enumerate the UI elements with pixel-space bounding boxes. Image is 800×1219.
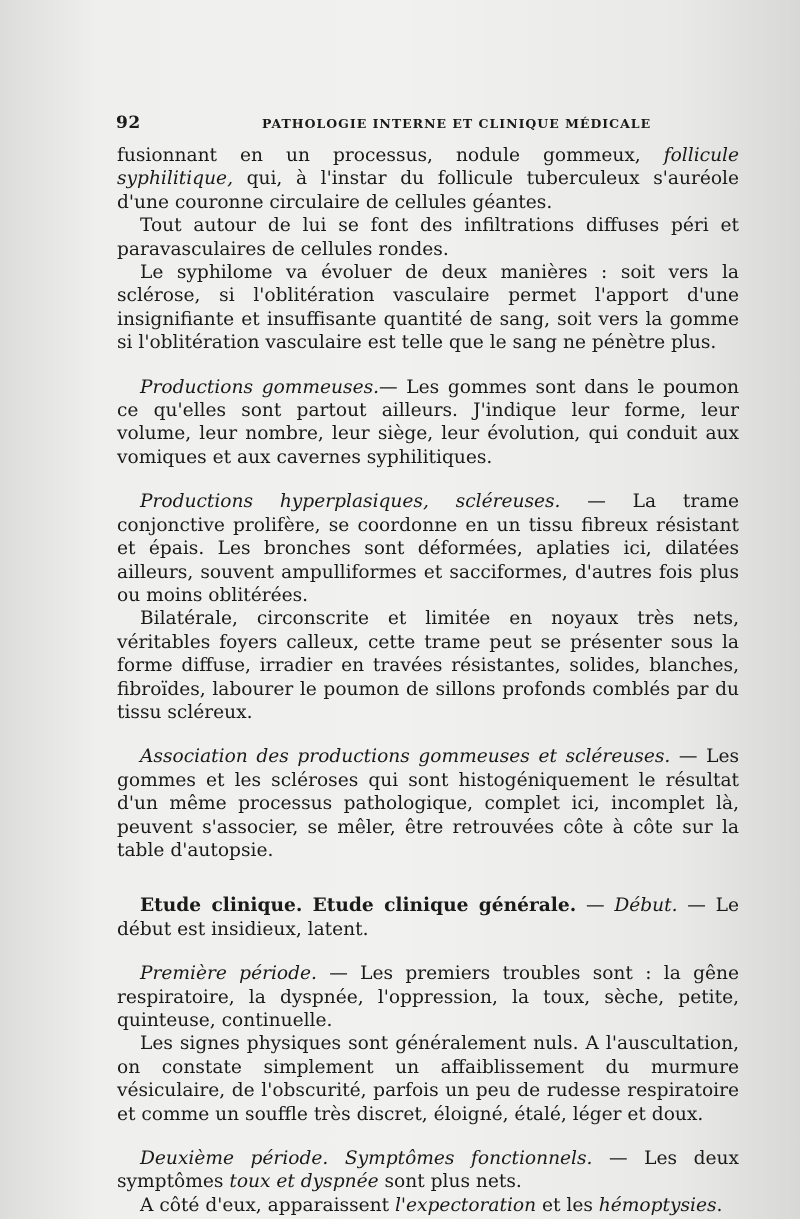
- p1-text: fusionnant en un processus, nodule gommeux,: [117, 145, 664, 166]
- p9-heading: Première période.: [140, 963, 317, 985]
- paragraph-expectoration: [117, 1194, 739, 1217]
- paragraph-premiere-periode: [117, 962, 739, 1032]
- p8-italic: Début.: [614, 895, 678, 917]
- p12-text-2: et les: [536, 1194, 599, 1216]
- p11-text-end: sont plus nets.: [378, 1171, 522, 1193]
- running-title: PATHOLOGIE INTERNE ET CLINIQUE MÉDICALE: [262, 116, 652, 131]
- p1-text-end: qui, à l'instar du follicule tuberculeux s'auréole d'une couronne circulaire de cellules géantes.: [117, 168, 739, 213]
- p7-heading: Association des productions gommeuses et scléreuses.: [140, 746, 671, 768]
- p8-text: — Le début est insidieux, latent.: [117, 895, 739, 940]
- paragraph-bilaterale: Bilatérale, circonscrite et limitée en noyaux très nets, véritables foyers calleux, cette trame peut se présenter sous la forme diffuse, irradier en travées résistantes, solides, blanches, fibroïdes, labourer le poumon de sillons profonds comblés par du tissu scléreux.: [117, 608, 739, 723]
- paragraph-2: Tout autour de lui se font des infiltrations diffuses péri et paravasculaires de cellules rondes.: [117, 215, 739, 260]
- p4-heading: Productions gommeuses.: [140, 376, 380, 398]
- paragraph-productions-gommeuses: [117, 376, 739, 470]
- paragraph-signes-physiques: Les signes physiques sont généralement nuls. A l'auscultation, on constate simplement un affaiblissement du murmure vésiculaire, de l'obscurité, parfois un peu de rudesse respiratoire et comme un souffle très discret, éloigné, étalé, léger et doux.: [117, 1033, 739, 1125]
- p11-text: — Les deux symptômes: [117, 1148, 739, 1193]
- p9-text: — Les premiers troubles sont : la gêne respiratoire, la dyspnée, l'oppression, la toux, sèche, petite, quinteuse, continuelle.: [117, 963, 739, 1031]
- p4-text: — Les gommes sont dans le poumon ce qu'elles sont partout ailleurs. J'indique leur forme, leur volume, leur nombre, leur siège, leur évolution, qui conduit aux vomiques et aux cavernes syphilitiques.: [117, 376, 739, 468]
- page-header: [116, 113, 738, 135]
- paragraph-productions-hyperplasiques: [117, 490, 739, 607]
- paragraph-1: [117, 144, 739, 214]
- paragraph-3: Le syphilome va évoluer de deux manières : soit vers la sclérose, si l'oblitération vasculaire permet l'apport d'une insignifiante et insuffisante quantité de sang, soit vers la gomme si l'oblitération vasculaire est telle que le sang ne pénètre plus.: [117, 262, 739, 354]
- paragraph-etude-clinique: [117, 894, 739, 941]
- page-number: 92: [116, 113, 141, 133]
- p11-italic: toux et dyspnée: [229, 1171, 379, 1193]
- p11-heading: Deuxième période. Symptômes fonctionnels.: [140, 1148, 593, 1170]
- p12-text: A côté d'eux, apparaissent: [140, 1194, 395, 1216]
- paragraph-association: [117, 745, 739, 862]
- section-heading-etude-clinique: Etude clinique. Etude clinique générale.: [140, 895, 577, 917]
- p5-text: — La trame conjonctive prolifère, se coordonne en un tissu fibreux résistant et épais. Les bronches sont déformées, aplaties ici, dilatées ailleurs, souvent ampulliformes et sacciformes, d'autres fois plus ou moins oblitérées.: [117, 491, 740, 606]
- p7-text: — Les gommes et les scléroses qui sont histogéniquement le résultat d'un même processus pathologique, complet ici, incomplet là, peuvent s'associer, se mêler, être retrouvées côte à côte sur la table d'autopsie.: [117, 746, 739, 861]
- p1-italic: follicule syphilitique,: [117, 145, 739, 190]
- body-text: [117, 144, 739, 1217]
- p12-italic-1: l'expectoration: [394, 1194, 537, 1216]
- p8-dash: —: [576, 895, 615, 917]
- p5-heading: Productions hyperplasiques, scléreuses.: [140, 491, 561, 513]
- paragraph-deuxieme-periode: [117, 1147, 739, 1194]
- p12-text-end: .: [716, 1194, 723, 1216]
- p12-italic-2: hémoptysies: [598, 1194, 717, 1216]
